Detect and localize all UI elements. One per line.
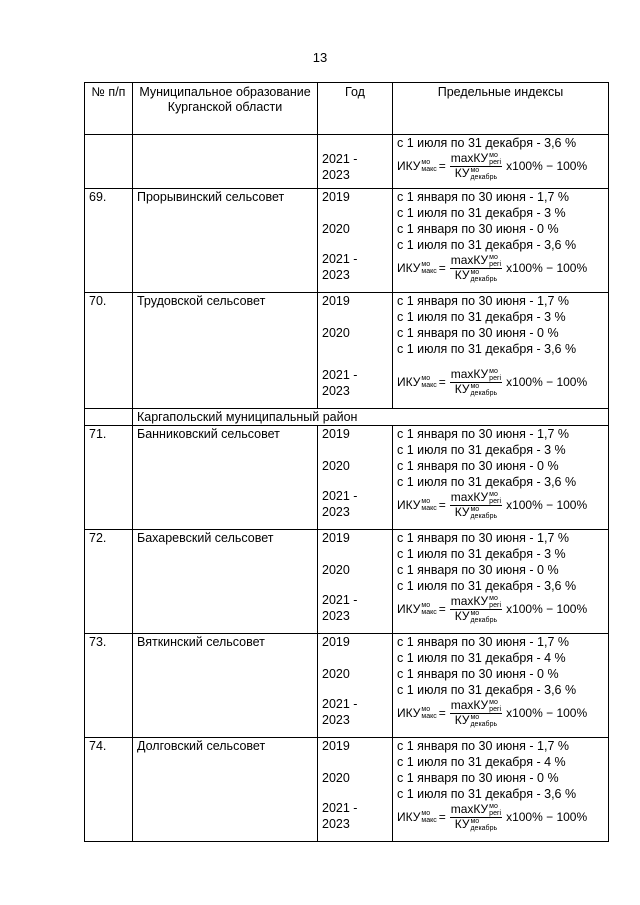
municipality-name: Вяткинский сельсовет [133,634,318,738]
index-line: с 1 июля по 31 декабря - 4 % [397,651,566,665]
index-line: с 1 января по 30 июня - 1,7 % [397,427,569,441]
formula-den-sub: декабрь [470,616,498,624]
formula-den-sup: мо [470,713,480,721]
formula-denominator: КУ [454,381,470,396]
year: 2020 [322,326,350,340]
table-row [85,189,609,293]
index-line: с 1 июля по 31 декабря - 3,6 % [397,136,577,150]
year-range: 2021 - 2023 [322,801,358,831]
index-line: с 1 января по 30 июня - 1,7 % [397,531,569,545]
formula-den-sup: мо [470,382,480,390]
row-number: 70. [85,293,133,409]
index-line: с 1 июля по 31 декабря - 3 % [397,206,566,220]
index-line: с 1 июля по 31 декабря - 3 % [397,443,566,457]
header-num: № п/п [85,83,133,135]
limit-indices-table [84,82,609,842]
formula: ИКУ мо макс = maxКУ мо peгi КУ мо декабрь x100% − 100% [397,252,588,283]
formula-tail: x100% − 100% [506,375,588,389]
formula-fraction [450,152,502,181]
formula-num-sup: мо [489,367,498,375]
table-row [85,738,609,842]
formula-tail: x100% − 100% [506,498,588,512]
year: 2019 [322,635,350,649]
formula-numerator: maxКУ [450,252,489,267]
year-range: 2021 - 2023 [322,697,358,727]
index-line: с 1 июля по 31 декабря - 3,6 % [397,342,577,356]
index-line: с 1 января по 30 июня - 1,7 % [397,294,569,308]
formula-num-sub: peгi [489,158,502,166]
formula: ИКУ мо макс = maxКУ мо peгi КУ мо декабрь x100% − 100% [397,593,588,624]
formula-tail: x100% − 100% [506,706,588,720]
year-range: 2021 - 2023 [322,368,358,398]
formula-lhs: ИКУ [397,498,421,512]
formula-lhs: ИКУ [397,261,421,275]
formula-fraction [450,699,502,728]
formula-lhs-sub: макс [421,817,437,824]
formula-lhs-sub: макс [421,713,437,720]
formula-fraction [450,491,502,520]
formula-den-sup: мо [470,166,480,174]
formula-lhs-sup: мо [421,498,431,505]
formula-tail: x100% − 100% [506,261,588,275]
formula-lhs-sub: макс [421,268,437,275]
index-line: с 1 января по 30 июня - 0 % [397,222,559,236]
formula-numerator: maxКУ [450,697,489,712]
formula-lhs-sup: мо [421,602,431,609]
formula-lhs: ИКУ [397,375,421,389]
row-number: 73. [85,634,133,738]
formula-den-sup: мо [470,609,480,617]
index-line: с 1 января по 30 июня - 0 % [397,563,559,577]
formula: ИКУ мо макс = maxКУ мо peгi КУ мо декабрь x100% − 100% [397,801,588,832]
district-row [85,409,609,426]
index-line: с 1 января по 30 июня - 0 % [397,667,559,681]
formula: ИКУ мо макс = maxКУ мо peгi КУ мо декабрь x100% − 100% [397,489,588,520]
formula-denominator: КУ [454,816,470,831]
formula-tail: x100% − 100% [506,602,588,616]
formula-lhs-sub: макс [421,609,437,616]
formula-den-sub: декабрь [470,173,498,181]
row-number: 74. [85,738,133,842]
formula-lhs-sup: мо [421,375,431,382]
formula-lhs-sub: макс [421,505,437,512]
municipality-name: Бахаревский сельсовет [133,530,318,634]
formula-num-sub: peгi [489,374,502,382]
year: 2019 [322,739,350,753]
formula-fraction [450,803,502,832]
formula-fraction [450,595,502,624]
formula-denominator: КУ [454,267,470,282]
formula-denominator: КУ [454,712,470,727]
table-row [85,293,609,409]
formula-lhs-sub: макс [421,166,437,173]
row-number: 72. [85,530,133,634]
formula-lhs-sup: мо [421,261,431,268]
formula-denominator: КУ [454,165,470,180]
table-row [85,426,609,530]
index-line: с 1 января по 30 июня - 1,7 % [397,635,569,649]
formula-denominator: КУ [454,608,470,623]
index-line: с 1 января по 30 июня - 0 % [397,326,559,340]
formula-num-sub: peгi [489,260,502,268]
formula-den-sup: мо [470,268,480,276]
formula-num-sub: peгi [489,601,502,609]
formula-den-sup: мо [470,817,480,825]
formula-num-sup: мо [489,594,498,602]
formula-tail: x100% − 100% [506,159,588,173]
year: 2020 [322,667,350,681]
index-line: с 1 июля по 31 декабря - 3,6 % [397,683,577,697]
formula-den-sub: декабрь [470,275,498,283]
row-number: 71. [85,426,133,530]
year: 2020 [322,563,350,577]
formula-num-sub: peгi [489,497,502,505]
formula-num-sup: мо [489,490,498,498]
formula-den-sub: декабрь [470,824,498,832]
formula-num-sup: мо [489,151,498,159]
district-name: Каргапольский муниципальный район [133,409,609,426]
year-range: 2021 - 2023 [322,489,358,519]
header-indices: Предельные индексы [393,83,609,135]
formula-den-sup: мо [470,505,480,513]
municipality-name: Долговский сельсовет [133,738,318,842]
year: 2019 [322,190,350,204]
index-line: с 1 июля по 31 декабря - 3 % [397,547,566,561]
formula-num-sup: мо [489,698,498,706]
formula-numerator: maxКУ [450,366,489,381]
formula-num-sub: peгi [489,809,502,817]
formula-numerator: maxКУ [450,150,489,165]
year: 2020 [322,222,350,236]
formula-num-sub: peгi [489,705,502,713]
formula-numerator: maxКУ [450,489,489,504]
table-row [85,634,609,738]
formula-numerator: maxКУ [450,801,489,816]
formula-den-sub: декабрь [470,389,498,397]
formula-lhs: ИКУ [397,602,421,616]
year-range: 2021 - 2023 [322,152,358,182]
formula-lhs-sub: макс [421,382,437,389]
table-row [85,530,609,634]
index-line: с 1 января по 30 июня - 0 % [397,771,559,785]
index-line: с 1 июля по 31 декабря - 3,6 % [397,475,577,489]
formula-num-sup: мо [489,802,498,810]
formula-lhs: ИКУ [397,159,421,173]
formula-num-sup: мо [489,253,498,261]
formula: ИКУ мо макс = maxКУ мо peгi КУ мо декабрь x100% − 100% [397,150,588,181]
table-header-row [85,83,609,135]
formula-lhs-sup: мо [421,159,431,166]
year: 2019 [322,531,350,545]
year: 2019 [322,427,350,441]
formula-den-sub: декабрь [470,512,498,520]
formula-fraction [450,368,502,397]
page-number: 13 [312,50,328,65]
year-range: 2021 - 2023 [322,593,358,623]
formula-den-sub: декабрь [470,720,498,728]
formula-lhs: ИКУ [397,706,421,720]
year: 2019 [322,294,350,308]
year: 2020 [322,459,350,473]
municipality-name: Прорывинский сельсовет [133,189,318,293]
index-line: с 1 января по 30 июня - 0 % [397,459,559,473]
formula-lhs-sup: мо [421,706,431,713]
header-year: Год [318,83,393,135]
index-line: с 1 июля по 31 декабря - 3,6 % [397,579,577,593]
index-line: с 1 июля по 31 декабря - 3,6 % [397,787,577,801]
table-row-continuation [85,135,609,189]
formula: ИКУ мо макс = maxКУ мо peгi КУ мо декабрь x100% − 100% [397,366,588,397]
year-range: 2021 - 2023 [322,252,358,282]
formula-numerator: maxКУ [450,593,489,608]
year: 2020 [322,771,350,785]
formula-denominator: КУ [454,504,470,519]
formula-lhs: ИКУ [397,810,421,824]
formula-tail: x100% − 100% [506,810,588,824]
formula: ИКУ мо макс = maxКУ мо peгi КУ мо декабрь x100% − 100% [397,697,588,728]
index-line: с 1 января по 30 июня - 1,7 % [397,739,569,753]
formula-fraction [450,254,502,283]
row-number: 69. [85,189,133,293]
index-line: с 1 января по 30 июня - 1,7 % [397,190,569,204]
municipality-name: Трудовской сельсовет [133,293,318,409]
index-line: с 1 июля по 31 декабря - 4 % [397,755,566,769]
formula-lhs-sup: мо [421,810,431,817]
index-line: с 1 июля по 31 декабря - 3,6 % [397,238,577,252]
header-municipality: Муниципальное образование Курганской области [133,83,318,135]
index-line: с 1 июля по 31 декабря - 3 % [397,310,566,324]
municipality-name: Банниковский сельсовет [133,426,318,530]
